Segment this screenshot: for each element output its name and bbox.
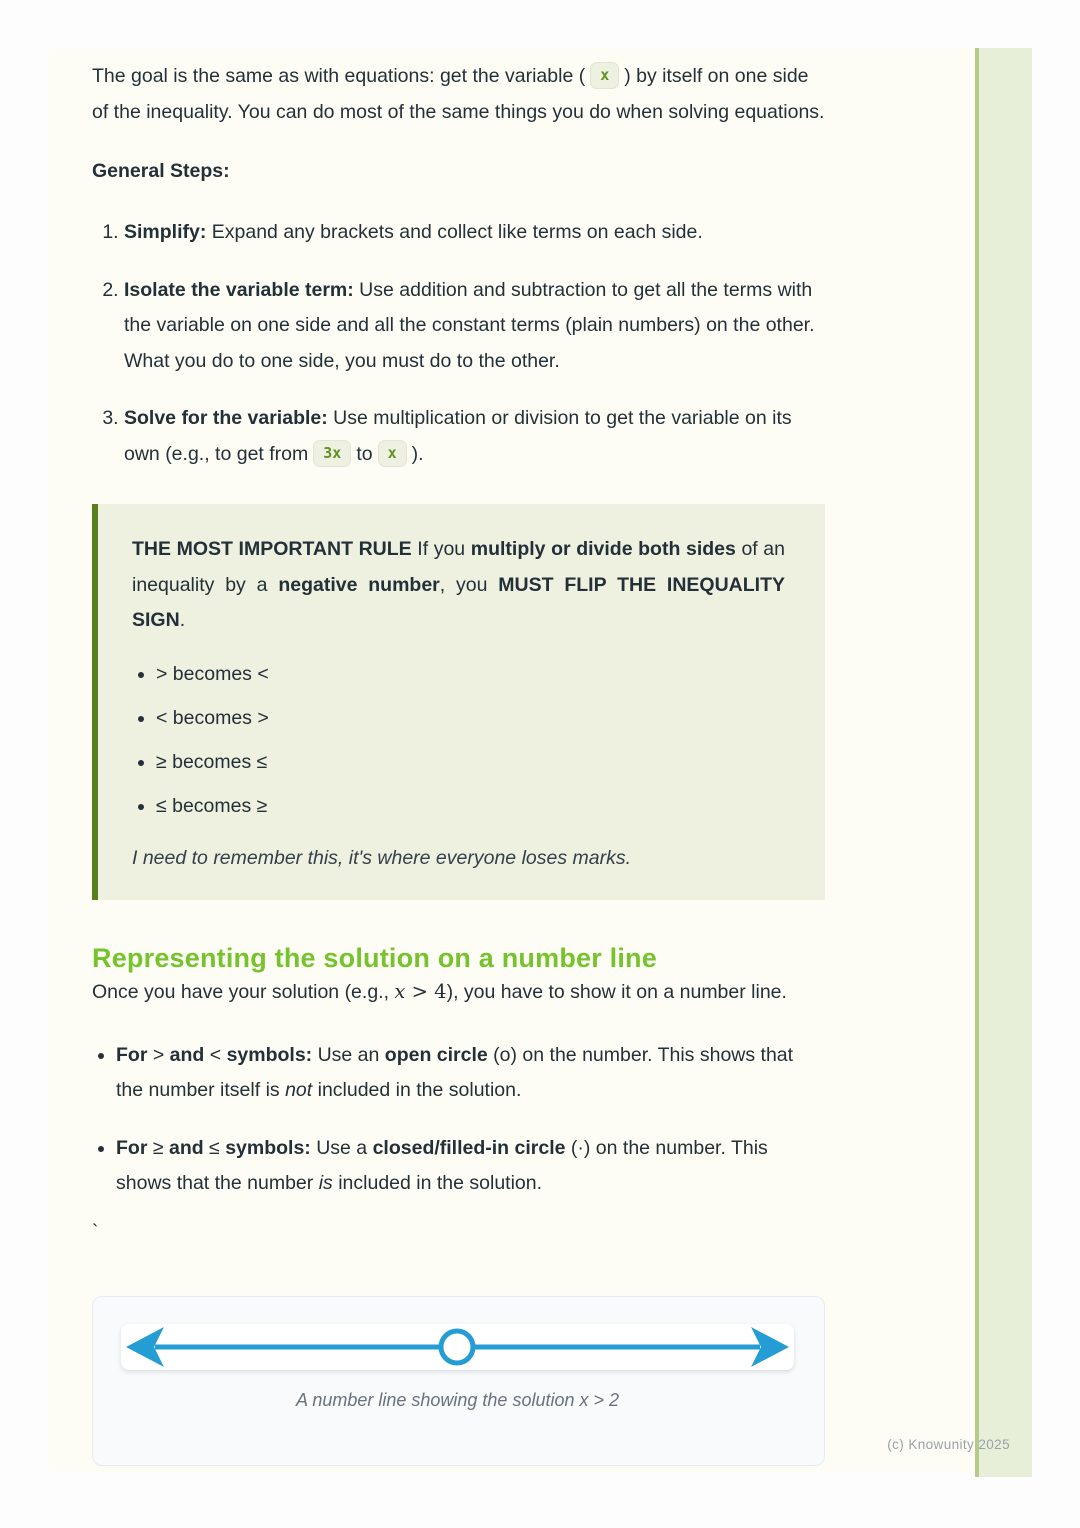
number-line-strip	[121, 1324, 794, 1370]
number-line-figure	[92, 1296, 825, 1466]
important-rule-callout	[92, 504, 825, 900]
sign-flip-list	[132, 659, 785, 821]
rule-bold: closed/filled-in circle	[372, 1136, 566, 1159]
personal-note: I need to remember this, it's where everyone loses marks.	[132, 846, 632, 869]
general-steps-list	[92, 215, 825, 472]
rule-italic: is	[318, 1172, 333, 1194]
callout-bold: THE MOST IMPORTANT RULE	[132, 538, 412, 560]
notes-page-card	[48, 48, 975, 1472]
rule-italic: not	[285, 1079, 313, 1101]
math-variable: x	[394, 979, 406, 1003]
step-text: to	[356, 442, 373, 465]
open-circle-rule-item	[116, 1038, 825, 1109]
flip-rule-item: • ≥ becomes ≤	[156, 747, 785, 777]
flip-rule-item: • < becomes >	[156, 703, 785, 733]
variable-x-badge: x	[590, 62, 619, 89]
step-text: ).	[411, 442, 424, 465]
intro-text-pre: The goal is the same as with equations: get the variable (	[92, 65, 586, 87]
rule-bold: symbols:	[226, 1043, 313, 1066]
rule-bold: open circle	[384, 1043, 488, 1066]
flip-rule-item: • ≤ becomes ≥	[156, 791, 785, 821]
figure-caption: A number line showing the solution x > 2	[295, 1389, 620, 1410]
step-item-isolate	[124, 273, 825, 380]
number-line-graphic	[121, 1324, 794, 1370]
solution-text-pre: Once you have your solution (e.g.,	[92, 980, 395, 1003]
rule-bold: and	[168, 1136, 204, 1159]
step-bold-label: Isolate the variable term:	[124, 278, 354, 301]
callout-bold: multiply or divide both sides	[470, 538, 736, 560]
step-item-simplify	[124, 215, 825, 251]
solution-text-post: ), you have to show it on a number line.	[446, 980, 787, 1003]
right-green-stripe	[975, 48, 1032, 1477]
rule-bold: symbols:	[225, 1136, 311, 1159]
step-item-solve	[124, 401, 825, 472]
rule-symbol: >	[147, 1043, 170, 1066]
step-text: Use addition and subtraction to get all the terms with the variable on one side and all the constant terms (plain numbers) on the other. What you do to one side, you must do to the other.	[124, 278, 815, 372]
flip-rule-item: • > becomes <	[156, 659, 785, 689]
code-badge-3x: 3x	[313, 440, 351, 467]
rule-symbol: ≥	[147, 1136, 169, 1159]
step-bold-label: Solve for the variable:	[124, 407, 328, 429]
callout-text: If you	[411, 538, 471, 560]
callout-intro	[132, 532, 785, 639]
math-expression: > 4	[405, 979, 447, 1003]
step-text: Use multiplication or division to get the variable on its own (e.g., to get from	[124, 407, 792, 465]
code-badge-x: x	[378, 440, 407, 467]
stray-backtick: `	[92, 1221, 99, 1243]
rule-bold: For	[116, 1043, 148, 1066]
rule-text: Use a	[310, 1136, 373, 1159]
callout-text: of an inequality by a	[132, 538, 785, 596]
section-heading-number-line: Representing the solution on a number line	[92, 942, 657, 973]
rule-text: (o) on the number. This shows that the number itself is	[116, 1043, 794, 1101]
step-bold-label: Simplify:	[124, 221, 207, 243]
callout-bold: MUST FLIP THE INEQUALITY SIGN	[132, 573, 785, 631]
rule-symbol: <	[204, 1043, 227, 1066]
rule-text: included in the solution.	[312, 1079, 522, 1101]
intro-paragraph	[92, 58, 825, 130]
general-steps-heading: General Steps:	[92, 160, 230, 182]
callout-text: .	[179, 609, 186, 631]
rule-text: (·) on the number. This shows that the number	[116, 1136, 768, 1194]
step-text: Expand any brackets and collect like terms on each side.	[206, 221, 703, 243]
rule-bold: and	[169, 1043, 205, 1066]
circle-rules-list	[92, 1038, 825, 1202]
open-circle-marker	[441, 1331, 473, 1363]
rule-bold: For	[116, 1136, 148, 1159]
solution-paragraph	[92, 974, 825, 1010]
rule-text: Use an	[312, 1043, 385, 1066]
rule-text: included in the solution.	[332, 1172, 543, 1194]
callout-text: , you	[439, 573, 499, 596]
rule-symbol: ≤	[203, 1136, 226, 1159]
copyright-watermark: (c) Knowunity 2025	[887, 1437, 1010, 1452]
intro-text-post: ) by itself on one side of the inequality. You can do most of the same things you do when solving equations.	[92, 65, 825, 123]
closed-circle-rule-item	[116, 1131, 825, 1202]
callout-bold: negative number	[278, 573, 440, 596]
